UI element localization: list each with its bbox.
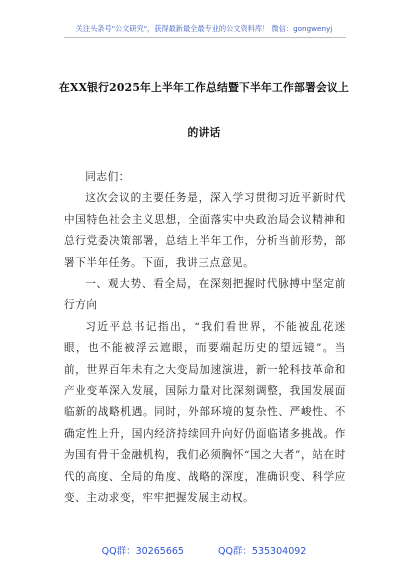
header-promo-note: 关注头条号"公文研究"，获得最新最全最专业的公文资料库！ 微信：gongwenyj [75, 24, 333, 33]
header-divider [64, 37, 346, 38]
document-title-line-2: 的讲话 [187, 126, 221, 139]
footer-qq-group-2: QQ群：535304092 [217, 546, 307, 557]
footer-qq-group-1: QQ群：30265665 [101, 546, 184, 557]
body-paragraph: 这次会议的主要任务是，深入学习贯彻习近平新时代中国特色社会主义思想，全面落实中央政治局会议精神和总行党委决策部署，总结上半年工作，分析当前形势，部署下半年任务。下面，我讲三点意见。 [64, 192, 346, 269]
section-heading: 一、观大势、看全局，在深刻把握时代脉搏中坚定前行方向 [64, 278, 346, 312]
body-paragraph: 习近平总书记指出，“我们看世界，不能被乱花迷眼，也不能被浮云遮眼，而要端起历史的望远镜”。当前，世界百年未有之大变局加速演进，新一轮科技革命和产业变革深入发展，国际力量对比深刻调整，我国发展面临新的战略机遇。同时，外部环境的复杂性、严峻性、不确定性上升，国内经济持续回升向好仍面临诸多挑战。作为国有骨干金融机构，我们必须胸怀“国之大者”，站在时代的高度、全局的角度、战略的深度，准确识变、科学应变、主动求变，牢牢把握发展主动权。 [64, 320, 346, 505]
document-body [64, 167, 346, 510]
salutation: 同志们： [85, 171, 130, 183]
document-title-line-1: 在XX银行2025年上半年工作总结暨下半年工作部署会议上 [59, 81, 349, 94]
footer-contact [0, 543, 408, 557]
